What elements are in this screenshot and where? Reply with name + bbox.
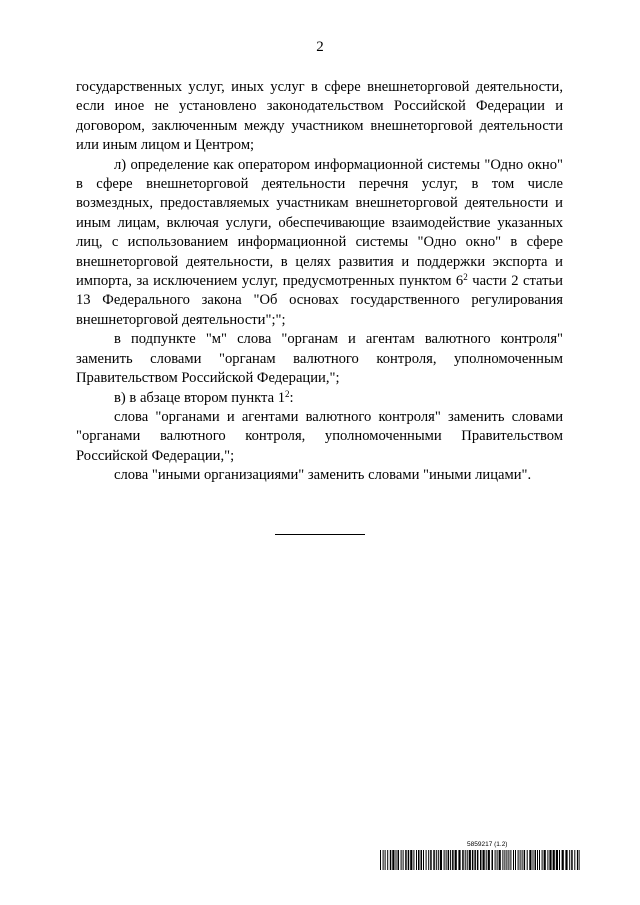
barcode-bar xyxy=(410,850,412,870)
barcode-bar xyxy=(527,850,528,870)
barcode-bar xyxy=(569,850,570,870)
barcode xyxy=(380,850,580,870)
barcode-bar xyxy=(553,850,555,870)
barcode-bar xyxy=(495,850,496,870)
barcode-bar xyxy=(408,850,410,870)
barcode-bar xyxy=(577,850,579,870)
paragraph xyxy=(76,156,563,331)
barcode-bar xyxy=(537,850,538,870)
barcode-bar xyxy=(513,850,514,870)
barcode-bar xyxy=(423,850,424,870)
barcode-bar xyxy=(579,850,580,870)
barcode-bar xyxy=(520,850,521,870)
barcode-bar xyxy=(499,850,501,870)
barcode-bar xyxy=(524,850,526,870)
barcode-bar xyxy=(398,850,400,870)
paragraph xyxy=(76,78,563,156)
separator-line xyxy=(275,534,365,535)
barcode-bar xyxy=(405,850,407,870)
barcode-bar xyxy=(542,850,543,870)
paragraph xyxy=(76,330,563,388)
barcode-bar xyxy=(539,850,540,870)
barcode-bar xyxy=(465,850,466,870)
barcode-bar xyxy=(413,850,414,870)
paragraph-text: части 2 статьи 13 Федерального закона "Об основах государственного регулирования внешнеторговой деятельности";"; xyxy=(76,273,563,328)
barcode-bar xyxy=(401,850,402,870)
paragraph xyxy=(76,408,563,466)
barcode-bar xyxy=(565,850,567,870)
paragraph-text: слова "иными организациями" заменить словами "иными лицами". xyxy=(114,467,532,484)
barcode-bar xyxy=(549,850,551,870)
barcode-bar xyxy=(480,850,482,870)
barcode-bar xyxy=(450,850,451,870)
barcode-bar xyxy=(483,850,485,870)
paragraph xyxy=(76,389,563,408)
barcode-bar xyxy=(444,850,445,870)
superscript: 2 xyxy=(285,388,290,399)
barcode-bar xyxy=(506,850,507,870)
barcode-bar xyxy=(421,850,423,870)
barcode-bar xyxy=(396,850,397,870)
barcode-bar xyxy=(469,850,471,870)
barcode-bar xyxy=(533,850,534,870)
barcode-bar xyxy=(418,850,420,870)
barcode-bar xyxy=(403,850,404,870)
barcode-bar xyxy=(529,850,531,870)
barcode-bar xyxy=(436,850,437,870)
barcode-bar xyxy=(455,850,457,870)
barcode-bar xyxy=(462,850,464,870)
barcode-bar xyxy=(571,850,573,870)
barcode-bar xyxy=(522,850,523,870)
paragraph-text: в подпункте "м" слова "органам и агентам валютного контроля" заменить словами "органам валютного контроля, уполномоченным Правительством Российской Федерации,"; xyxy=(76,331,563,387)
barcode-bar xyxy=(504,850,505,870)
barcode-bar xyxy=(387,850,388,870)
paragraph-text: в) в абзаце втором пункта 1 xyxy=(114,389,286,406)
barcode-bar xyxy=(556,850,558,870)
barcode-bar xyxy=(380,850,381,870)
barcode-bar xyxy=(438,850,439,870)
barcode-bar xyxy=(502,850,503,870)
barcode-bar xyxy=(472,850,474,870)
paragraph-text: : xyxy=(289,389,294,406)
barcode-bar xyxy=(392,850,394,870)
barcode-bar xyxy=(446,850,447,870)
barcode-bar xyxy=(467,850,468,870)
paragraph-text: слова "органами и агентами валютного контроля" заменить словами "органами валютного контроля, уполномоченными Правительством Российской Федерации,"; xyxy=(76,408,563,464)
barcode-bar xyxy=(416,850,417,870)
barcode-bar xyxy=(518,850,519,870)
barcode-bar xyxy=(383,850,384,870)
barcode-bar xyxy=(452,850,454,870)
barcode-bar xyxy=(385,850,386,870)
barcode-bar xyxy=(492,850,494,870)
barcode-bar xyxy=(547,850,548,870)
paragraph-text: л) определение как оператором информационной системы "Одно окно" в сфере внешнеторговой деятельности перечня услуг, в том числе возмездных, предоставляемых участникам внешнеторговой деятельности и иным лицам, включая услуги, обеспечивающие взаимодействие указанных лиц, с использованием информационной системы "Одно окно" в сфере внешнеторговой деятельности, в целях развития и поддержки экспорта и импорта, за исключением услуг, предусмотренных пунктом 6 xyxy=(76,156,563,290)
barcode-bar xyxy=(562,850,564,870)
page-number: 2 xyxy=(316,39,324,55)
barcode-bar xyxy=(535,850,537,870)
barcode-bar xyxy=(426,850,427,870)
paragraph-text: государственных услуг, иных услуг в сфере внешнеторговой деятельности, если иное не установлено законодательством Российской Федерации и договором, заключенным между участником внешнеторговой деятельности или иным лицом и Центром; xyxy=(76,79,563,154)
barcode-bar xyxy=(458,850,460,870)
barcode-bar xyxy=(433,850,435,870)
barcode-bar xyxy=(544,850,546,870)
paragraph xyxy=(76,466,563,485)
barcode-bar xyxy=(488,850,490,870)
document-body xyxy=(76,78,563,486)
barcode-bar xyxy=(486,850,487,870)
document-code: 5859217 (1.2) xyxy=(467,841,508,848)
barcode-bar xyxy=(510,850,511,870)
barcode-bar xyxy=(477,850,479,870)
barcode-bar xyxy=(559,850,560,870)
superscript: 2 xyxy=(463,272,468,283)
barcode-bar xyxy=(515,850,516,870)
barcode-bar xyxy=(390,850,392,870)
barcode-bar xyxy=(440,850,442,870)
barcode-bar xyxy=(508,850,509,870)
barcode-bar xyxy=(430,850,432,870)
barcode-bar xyxy=(574,850,575,870)
barcode-bar xyxy=(448,850,450,870)
barcode-bar xyxy=(428,850,429,870)
barcode-bar xyxy=(497,850,498,870)
barcode-bar xyxy=(474,850,476,870)
